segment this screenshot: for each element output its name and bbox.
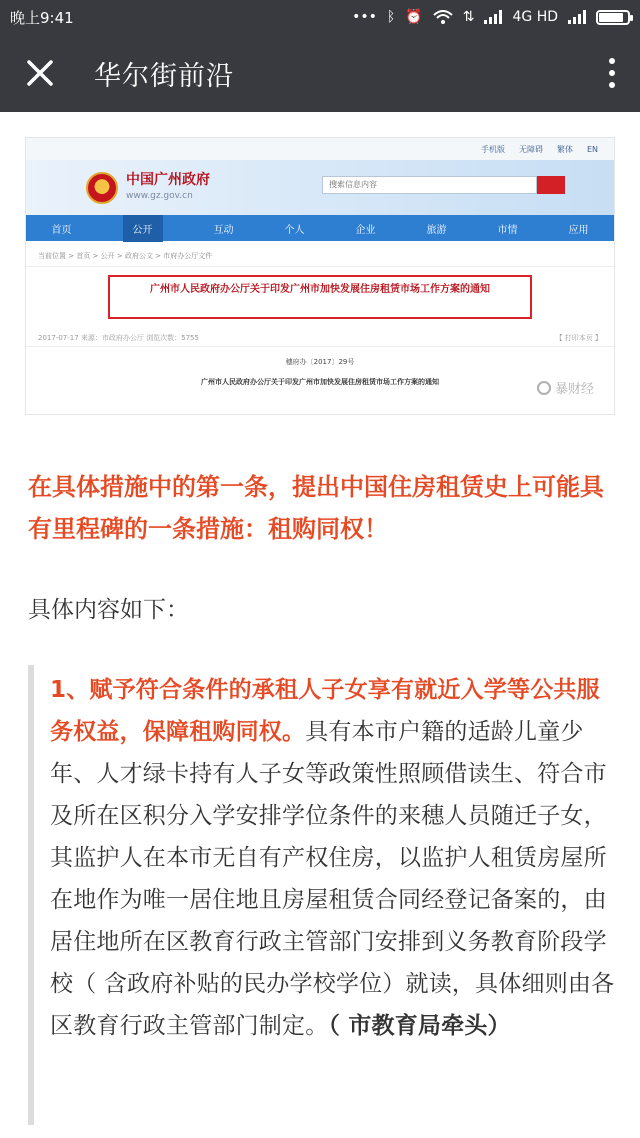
- gov-top-link: EN: [586, 144, 598, 154]
- more-vertical-icon-dot: [609, 82, 615, 88]
- alarm-icon: ⏰: [405, 9, 423, 25]
- bluetooth-icon: ᛒ: [386, 9, 396, 25]
- more-dots-icon: •••: [352, 9, 377, 25]
- article-highlight: 在具体措施中的第一条，提出中国住房租赁史上可能具有里程碑的一条措施：租购同权！: [28, 473, 604, 543]
- network-type: 4G HD: [512, 9, 558, 25]
- gov-top-links: [26, 138, 614, 160]
- wifi-icon: [433, 10, 453, 24]
- watermark-icon: [537, 381, 551, 395]
- item-1-lead: 1、赋予符合条件的承租人子女享有就近入学等公共服务权益，保障租购同权。: [50, 677, 600, 745]
- close-button[interactable]: [0, 34, 80, 112]
- item-1-body: 具有本市户籍的适龄儿童少年、人才绿卡持有人子女等政策性照顾借读生、符合市及所在区积分入学安排学位条件的来穗人员随迁子女，其监护人在本市无自有产权住房，以监护人租赁房屋所在地作为唯一居住地且房屋租赁合同经登记备案的，由居住地所在区教育行政主管部门安排到义务教育阶段学校（ 含政府补贴的民办学校学位）就读，具体细则由各区教育行政主管部门制定。: [50, 719, 615, 1039]
- status-time: 晚上9:41: [10, 8, 74, 27]
- gov-menu-item: 旅游: [426, 224, 447, 236]
- gov-website-image: [25, 137, 615, 415]
- more-menu-button[interactable]: [584, 34, 640, 112]
- battery-fill: [599, 13, 623, 22]
- signal-icon-2: [568, 10, 586, 24]
- nav-bar: [0, 34, 640, 112]
- gov-menu-item: 市情: [497, 224, 518, 236]
- gov-menu-item-active: 公开: [123, 215, 163, 242]
- gov-meta: [26, 333, 614, 347]
- item-1-tail: （ 市教育局牵头）: [328, 1013, 511, 1039]
- gov-menu: [26, 215, 614, 241]
- gov-top-link: 无障碍: [518, 144, 543, 154]
- gov-search-input: 搜索信息内容: [322, 176, 537, 194]
- gov-site-title: 中国广州政府: [126, 171, 210, 188]
- gov-search-button: [537, 176, 565, 194]
- gov-top-link: 手机版: [480, 144, 505, 154]
- article-item-1: [50, 669, 622, 1047]
- close-icon: [26, 59, 54, 87]
- gov-site-url: www.gz.gov.cn: [126, 190, 193, 201]
- more-vertical-icon: [609, 58, 615, 64]
- page-title: 华尔街前沿: [94, 60, 234, 92]
- gov-site-name: [126, 172, 210, 204]
- gov-menu-item: 应用: [568, 224, 589, 236]
- watermark: [537, 378, 594, 397]
- article-blockquote: [28, 665, 622, 1125]
- watermark-text: 暴财经: [554, 382, 594, 397]
- gov-headline: 广州市人民政府办公厅关于印发广州市加快发展住房租赁市场工作方案的通知: [108, 275, 532, 319]
- gov-menu-item: 企业: [355, 224, 376, 236]
- gov-top-link: 繁体: [556, 144, 573, 154]
- status-bar: [0, 0, 640, 34]
- data-arrows-icon: ⇅: [462, 9, 475, 25]
- gov-menu-item: 互动: [213, 224, 234, 236]
- gov-subtitle: 广州市人民政府办公厅关于印发广州市加快发展住房租赁市场工作方案的通知: [201, 378, 439, 386]
- gov-header: [26, 160, 614, 215]
- gov-meta-left: 2017-07-17 来源：市政府办公厅 浏览次数：5755: [38, 334, 199, 342]
- signal-icon: [484, 10, 502, 24]
- gov-menu-item: 个人: [284, 224, 305, 236]
- gov-meta-right: 【 打印本页 】: [555, 334, 602, 342]
- more-vertical-icon-dot: [609, 70, 615, 76]
- battery-icon: [596, 10, 630, 25]
- article-intro: 具体内容如下：: [28, 597, 189, 623]
- status-icons: [352, 9, 630, 25]
- national-emblem-icon: [86, 172, 118, 204]
- gov-doc-number: 穗府办〔2017〕29号: [285, 358, 355, 366]
- gov-menu-item: 首页: [51, 224, 72, 236]
- gov-breadcrumb: 当前位置 > 首页 > 公开 > 政府公文 > 市府办公厅文件: [26, 251, 614, 267]
